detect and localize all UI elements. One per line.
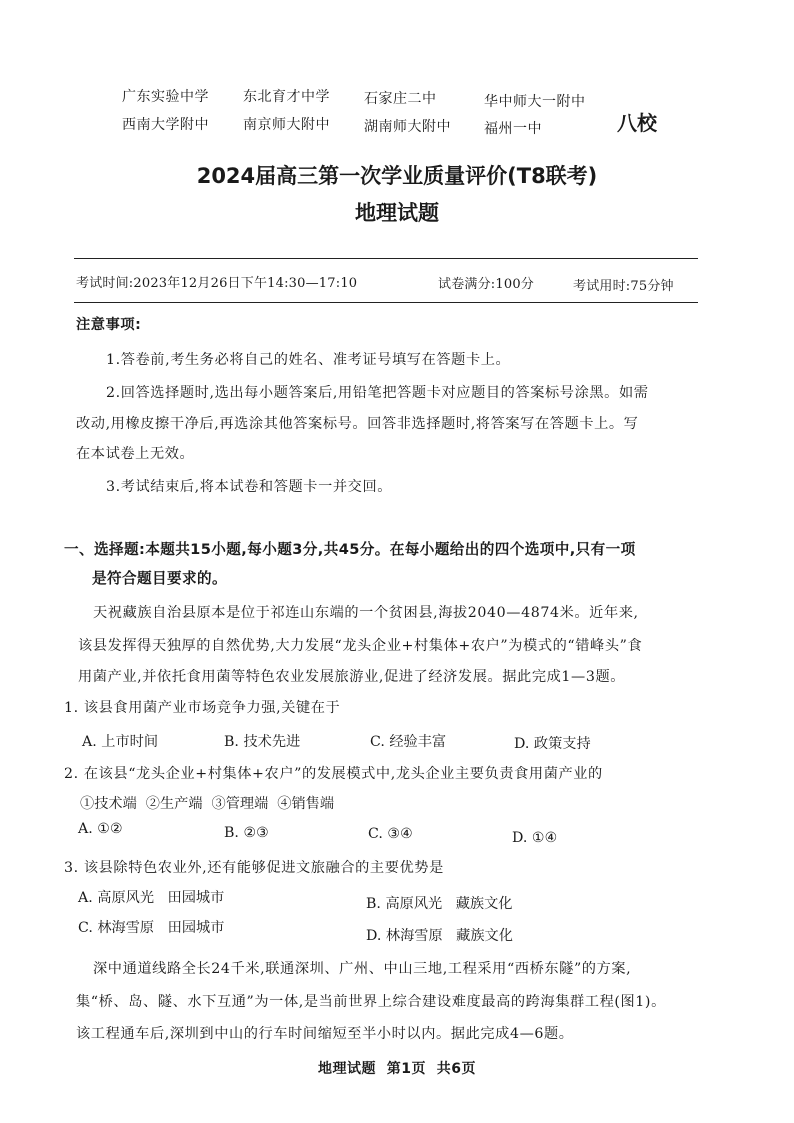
passage-line: 用菌产业,并依托食用菌等特色农业发展旅游业,促进了经济发展。据此完成1—3题。	[78, 669, 626, 685]
answer-option: D. 林海雪原 藏族文化	[366, 928, 513, 944]
section-heading: 是符合题目要求的。	[92, 570, 227, 587]
answer-option: C. 林海雪原 田园城市	[78, 920, 225, 936]
page-footer: 地理试题 第1页 共6页	[318, 1061, 476, 1077]
answer-option: C. 经验丰富	[370, 734, 447, 750]
question-stem: 3. 该县除特色农业外,还有能够促进文旅融合的主要优势是	[64, 860, 444, 876]
question-stem: 2. 在该县“龙头企业+村集体+农户”的发展模式中,龙头企业主要负责食用菌产业的	[64, 766, 603, 782]
exam-subject: 地理试题	[355, 201, 439, 225]
answer-option: A. ①②	[78, 821, 123, 837]
school-name: 石家庄二中	[364, 91, 437, 107]
passage-line: 该县发挥得天独厚的自然优势,大力发展“龙头企业+村集体+农户”为模式的“错峰头”食	[78, 638, 643, 654]
exam-duration: 考试用时:75分钟	[573, 279, 674, 294]
answer-option: B. 技术先进	[224, 734, 301, 750]
notice-line: 2.回答选择题时,选出每小题答案后,用铅笔把答题卡对应题目的答案标号涂黑。如需	[106, 385, 649, 401]
section-heading: 一、选择题:本题共15小题,每小题3分,共45分。在每小题给出的四个选项中,只有一项	[64, 541, 636, 558]
passage-line: 天祝藏族自治县原本是位于祁连山东端的一个贫困县,海拔2040—4874米。近年来,	[93, 605, 639, 621]
notice-line: 1.答卷前,考生务必将自己的姓名、准考证号填写在答题卡上。	[106, 352, 511, 368]
notice-heading: 注意事项:	[76, 317, 142, 333]
answer-option: D. ①④	[512, 830, 558, 846]
question-items: ①技术端 ②生产端 ③管理端 ④销售端	[80, 796, 335, 812]
top-rule	[74, 258, 698, 259]
passage-line: 集“桥、岛、隧、水下互通”为一体,是当前世界上综合建设难度最高的跨海集群工程(图1)。	[76, 994, 666, 1010]
full-score: 试卷满分:100分	[438, 277, 534, 292]
notice-line: 在本试卷上无效。	[76, 446, 195, 462]
answer-option: B. ②③	[224, 825, 269, 841]
school-name: 东北育才中学	[243, 89, 330, 105]
notice-line: 改动,用橡皮擦干净后,再选涂其他答案标号。回答非选择题时,将答案写在答题卡上。写	[76, 416, 639, 432]
school-name: 湖南师大附中	[364, 119, 451, 135]
school-name: 西南大学附中	[122, 117, 209, 133]
answer-option: A. 高原风光 田园城市	[78, 890, 225, 906]
exam-title: 2024届高三第一次学业质量评价(T8联考)	[196, 164, 598, 188]
exam-time: 考试时间:2023年12月26日下午14:30—17:10	[76, 276, 358, 291]
school-name: 福州一中	[484, 121, 542, 137]
answer-option: C. ③④	[368, 826, 413, 842]
notice-line: 3.考试结束后,将本试卷和答题卡一并交回。	[106, 479, 393, 495]
answer-option: D. 政策支持	[514, 736, 591, 752]
bottom-rule	[74, 302, 698, 303]
answer-option: B. 高原风光 藏族文化	[366, 896, 513, 912]
eight-schools-label: 八校	[617, 111, 657, 135]
answer-option: A. 上市时间	[82, 734, 159, 750]
school-name: 南京师大附中	[243, 117, 330, 133]
passage-line: 该工程通车后,深圳到中山的行车时间缩短至半小时以内。据此完成4—6题。	[76, 1026, 574, 1042]
school-name: 广东实验中学	[122, 89, 209, 105]
passage-line: 深中通道线路全长24千米,联通深圳、广州、中山三地,工程采用“西桥东隧”的方案,	[93, 961, 632, 977]
school-name: 华中师大一附中	[484, 94, 586, 110]
question-stem: 1. 该县食用菌产业市场竞争力强,关键在于	[64, 700, 341, 716]
